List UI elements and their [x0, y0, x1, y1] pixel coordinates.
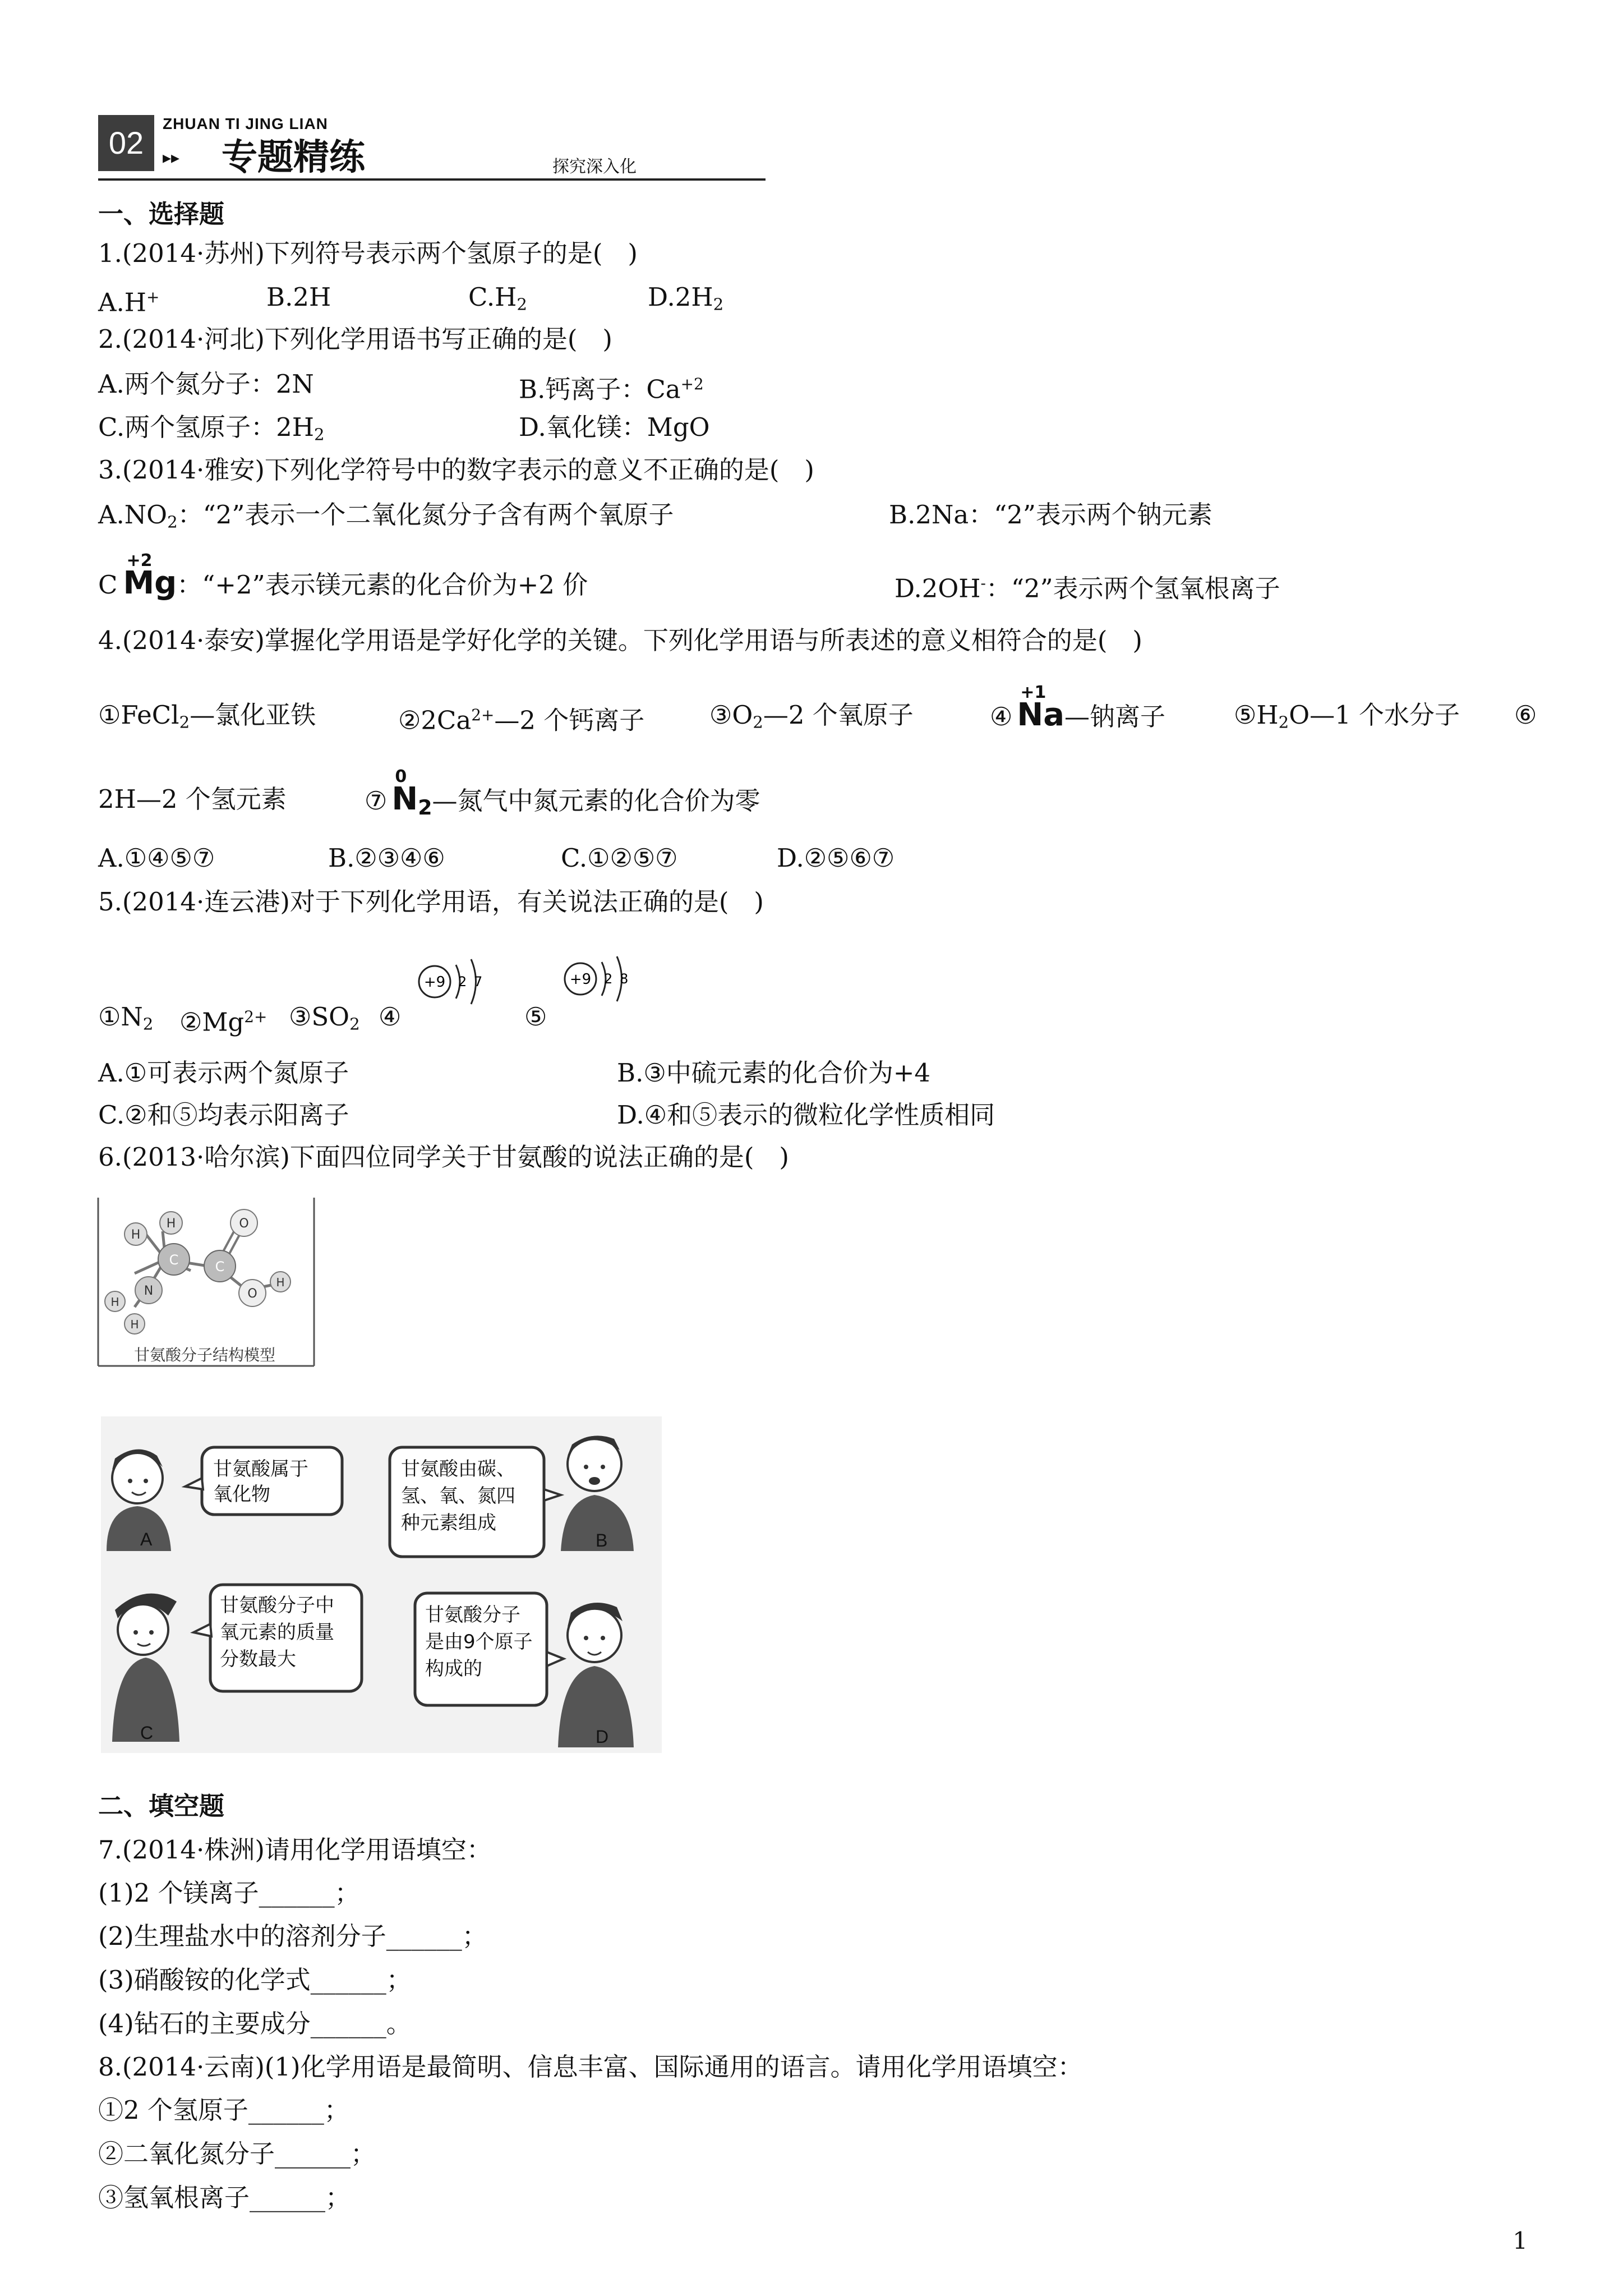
item-6-marker: ⑥ — [1514, 700, 1537, 730]
bubble-a-line: 甘氨酸属于 — [213, 1458, 308, 1480]
option-a: A.两个氮分子：2N — [98, 369, 314, 399]
item-4: ④ — [379, 1002, 402, 1032]
header-subtitle: 探究深入化 — [552, 157, 637, 177]
page-number: 1 — [1513, 2227, 1528, 2254]
label-c: C — [140, 1723, 154, 1743]
question-5-options-row1 — [98, 1056, 1220, 1090]
glycine-molecule-model — [95, 1198, 320, 1377]
question-4-stem: 4.(2014·泰安)掌握化学用语是学好化学的关键。下列化学用语与所表述的意义相符合的是( ) — [98, 625, 1142, 655]
item-6: 2H—2 个氢元素 — [98, 784, 287, 814]
option-a: A.H+ — [98, 287, 160, 318]
question-7-blank-2: (2)生理盐水中的溶剂分子______； — [98, 1921, 487, 1951]
header-rule — [98, 178, 766, 181]
option-a: A.①可表示两个氮原子 — [98, 1058, 349, 1088]
option-d: D.2OH-：“2”表示两个氢氧根离子 — [895, 573, 1280, 604]
item-5: $⑤H_2O—1$ 个水分子 — [1234, 700, 1460, 732]
question-3-options-row2 — [98, 551, 1500, 606]
option-a: A.①④⑤⑦ — [98, 843, 215, 873]
label-b: B — [596, 1530, 608, 1550]
option-c: C +2 Mg：“+2”表示镁元素的化合价为+2 价 — [98, 551, 588, 601]
valence-na: +1 Na — [1017, 683, 1064, 733]
item-7: ⑦ 0 $N_2—$氮气中氮元素的化合价为零 — [365, 777, 760, 825]
question-7-blank-1: (1)2 个镁离子______； — [98, 1878, 360, 1908]
header-pinyin: ZHUAN TI JING LIAN — [163, 115, 328, 132]
atom-label: O — [239, 1217, 249, 1231]
bubble-b-line: 甘氨酸由碳、 — [401, 1458, 515, 1480]
question-3-stem: 3.(2014·雅安)下列化学符号中的数字表示的意义不正确的是( ) — [98, 455, 814, 485]
atom-label: H — [130, 1318, 139, 1331]
question-4-options — [98, 841, 995, 875]
option-d: D.氧化镁：MgO — [519, 412, 710, 442]
option-c: C.两个氢原子：$2H_2$ — [98, 412, 325, 444]
item-2: $②2Ca^{2+}—2$ 个钙离子 — [398, 705, 645, 735]
question-2-options-row1 — [98, 367, 883, 404]
atom-label: H — [166, 1217, 176, 1231]
atom-label: C — [169, 1252, 179, 1268]
question-4-items-row2 — [98, 767, 1556, 822]
option-c: $C.H_2$ — [468, 282, 527, 314]
atom-structure-4 — [412, 948, 502, 1021]
header-arrow-icon: ▸▸ — [163, 148, 180, 168]
nucleus-charge: +9 — [569, 971, 592, 988]
bubble-d-line: 是由9个原子 — [425, 1631, 533, 1653]
atom-label: H — [131, 1228, 141, 1242]
nucleus-charge: +9 — [423, 974, 446, 991]
section-title: 一、选择题 — [98, 199, 225, 229]
question-2-stem: 2.(2014·河北)下列化学用语书写正确的是( ) — [98, 324, 612, 354]
option-a: $A.NO_2$：“2”表示一个二氧化氮分子含有两个氧原子 — [98, 500, 674, 532]
electron-count-2: 7 — [474, 974, 483, 990]
question-8-stem: 8.(2014·云南)(1)化学用语是最简明、信息丰富、国际通用的语言。请用化学用语填空： — [98, 2052, 1083, 2082]
atom-label: H — [276, 1276, 285, 1289]
bubble-b-line: 种元素组成 — [401, 1512, 496, 1534]
item-2: $②Mg^{2+}$ — [179, 1007, 268, 1037]
option-b: B.2H — [266, 282, 331, 312]
question-7-blank-3: (3)硝酸铵的化学式______； — [98, 1965, 412, 1995]
question-1-stem: 1.(2014·苏州)下列符号表示两个氢原子的是( ) — [98, 238, 638, 268]
electron-count-2: 8 — [620, 971, 629, 987]
question-7-stem: 7.(2014·株洲)请用化学用语填空： — [98, 1835, 492, 1865]
question-4-items-row1 — [98, 683, 1556, 738]
atom-structure-5 — [558, 934, 648, 1018]
option-b: B.③中硫元素的化合价为+4 — [617, 1058, 931, 1088]
label-d: D — [596, 1727, 609, 1747]
question-8-blank-3: ③氢氧根离子______； — [98, 2183, 351, 2212]
item-5: ⑤ — [524, 1002, 547, 1032]
question-8-blank-2: ②二氧化氮分子______； — [98, 2139, 376, 2169]
bubble-c-line: 氧元素的质量 — [220, 1621, 334, 1644]
atom-label: N — [144, 1284, 154, 1298]
question-1-options — [98, 280, 771, 318]
atom-label: C — [215, 1259, 225, 1274]
item-3: $③SO_2$ — [289, 1002, 360, 1034]
valence-n2: 0 $N_2$ — [391, 767, 432, 820]
option-b: B.钙离子：$Ca^{+2}$ — [519, 374, 704, 404]
bubble-d-line: 甘氨酸分子 — [425, 1604, 520, 1626]
question-2-options-row2 — [98, 411, 883, 444]
item-4: ④ +1 Na—钠离子 — [990, 683, 1166, 733]
valence-mg: +2 Mg — [123, 551, 177, 601]
electron-count-1: 2 — [604, 971, 613, 987]
question-6-stem: 6.(2013·哈尔滨)下面四位同学关于甘氨酸的说法正确的是( ) — [98, 1142, 789, 1172]
option-b: B.2Na：“2”表示两个钠元素 — [889, 500, 1212, 530]
atom-label: H — [110, 1295, 119, 1309]
electron-count-1: 2 — [458, 974, 467, 990]
model-caption: 甘氨酸分子结构模型 — [133, 1346, 276, 1364]
option-d: $D.2H_2$ — [648, 282, 724, 314]
option-c: C.①②⑤⑦ — [561, 843, 678, 873]
option-c: C.②和⑤均表示阳离子 — [98, 1100, 349, 1130]
item-1: ①FeCl$_2$—氯化亚铁 — [98, 700, 316, 732]
question-7-blank-4: (4)钻石的主要成分______。 — [98, 2009, 412, 2039]
header-title: 专题精练 — [222, 137, 365, 178]
bubble-c-line: 分数最大 — [220, 1648, 296, 1671]
bubble-b-line: 氢、氧、氮四 — [401, 1485, 515, 1507]
section-number-badge: 02 — [98, 115, 154, 171]
option-b: B.②③④⑥ — [328, 843, 445, 873]
option-d: D.②⑤⑥⑦ — [777, 843, 895, 873]
question-3-options-row1 — [98, 498, 1500, 532]
question-8-blank-1: ①2 个氢原子______； — [98, 2095, 349, 2125]
question-5-stem: 5.(2014·连云港)对于下列化学用语，有关说法正确的是( ) — [98, 887, 764, 917]
students-cartoon — [101, 1416, 662, 1753]
bubble-a-line: 氧化物 — [213, 1483, 270, 1506]
option-d: D.④和⑤表示的微粒化学性质相同 — [617, 1100, 995, 1130]
question-5-options-row2 — [98, 1098, 1220, 1132]
item-3: $③O_2—2$ 个氧原子 — [709, 700, 914, 732]
bubble-d-line: 构成的 — [425, 1658, 482, 1680]
item-1: $①N_2$ — [98, 1002, 154, 1034]
label-a: A — [140, 1529, 153, 1549]
atom-label: O — [247, 1287, 257, 1301]
bubble-c-line: 甘氨酸分子中 — [220, 1594, 334, 1617]
section-title: 二、填空题 — [98, 1791, 225, 1821]
